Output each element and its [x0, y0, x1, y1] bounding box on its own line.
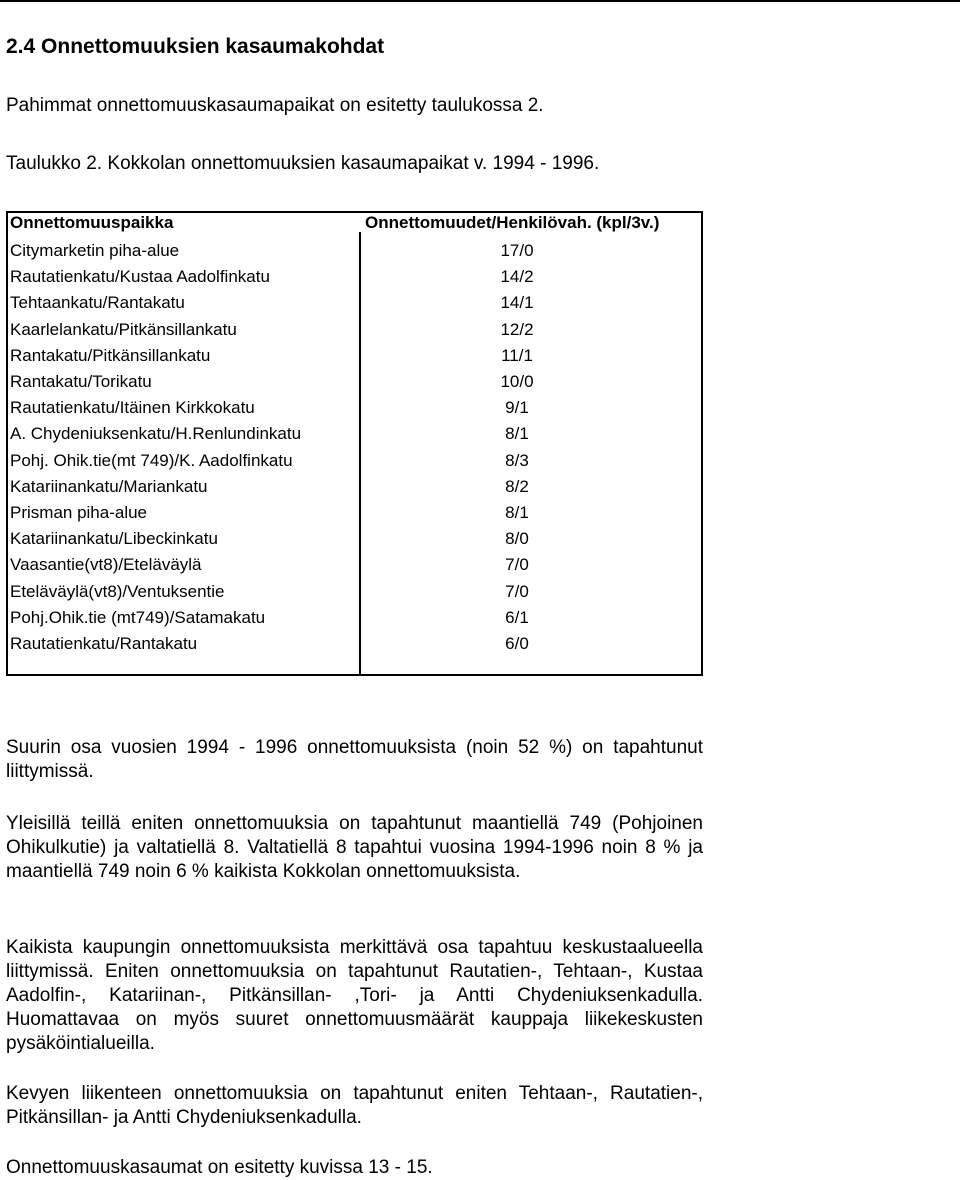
table-row	[8, 424, 703, 451]
table-cell-place: Rantakatu/Pitkänsillankatu	[10, 345, 211, 365]
table-cell-place: Rantakatu/Torikatu	[10, 372, 152, 391]
table-cell-place: Eteläväylä(vt8)/Ventuksentie	[10, 581, 225, 601]
table-row	[8, 608, 703, 635]
table-row	[8, 320, 703, 347]
table-cell-place: Rautatienkatu/Kustaa Aadolfinkatu	[10, 267, 270, 287]
table-cell-value: 7/0	[505, 581, 529, 601]
table-cell-place: Rautatienkatu/Rantakatu	[10, 634, 198, 653]
table-cell-value: 14/2	[500, 267, 534, 287]
table-cell-place: Katariinankatu/Libeckinkatu	[10, 529, 218, 549]
table-cell-value: 14/1	[500, 293, 534, 313]
table-row	[8, 477, 703, 504]
table-caption: Taulukko 2. Kokkolan onnettomuuksien kasaumapaikat v. 1994 - 1996.	[6, 153, 600, 174]
table-cell-value: 17/0	[500, 241, 534, 260]
table-cell-value: 7/0	[505, 555, 529, 575]
table-cell-value: 12/2	[500, 319, 534, 339]
table-header-place: Onnettomuuspaikka	[10, 213, 174, 232]
paragraph-highways: Yleisillä teillä eniten onnettomuuksia on tapahtunut maantiellä 749 (Pohjoinen Ohikulkutie) ja valtatiellä 8. Valtatiellä 8 tapahtui vuosina 1994-1996 noin 8 % ja maantiellä 749 noin 6 % kaikista Kokkolan onnettomuuksista.	[6, 813, 703, 882]
table-cell-place: Pohj.Ohik.tie (mt749)/Satamakatu	[10, 607, 266, 627]
table-cell-place: Katariinankatu/Mariankatu	[10, 476, 208, 496]
table-row	[8, 372, 703, 399]
table-row	[8, 241, 703, 268]
table-cell-value: 8/3	[505, 450, 529, 470]
section-heading: 2.4 Onnettomuuksien kasaumakohdat	[6, 35, 385, 58]
table-cell-place: A. Chydeniuksenkatu/H.Renlundinkatu	[10, 424, 302, 444]
paragraph-figures-reference: Onnettomuuskasaumat on esitetty kuvissa 13 - 15.	[6, 1157, 433, 1178]
intro-text: Pahimmat onnettomuuskasaumapaikat on esitetty taulukossa 2.	[6, 95, 544, 116]
table-cell-value: 8/1	[505, 424, 529, 444]
table-cell-place: Kaarlelankatu/Pitkänsillankatu	[10, 319, 237, 339]
table-header-value: Onnettomuudet/Henkilövah. (kpl/3v.)	[365, 213, 660, 232]
table-row	[8, 529, 703, 556]
table-cell-value: 6/1	[505, 607, 529, 627]
paragraph-city-centre: Kaikista kaupungin onnettomuuksista merkittävä osa tapahtuu keskustaalueella liittymissä. Eniten onnettomuuksia on tapahtunut Rautatien-, Tehtaan-, Kustaa Aadolfin-, Katariinan-, Pitkänsillan- ,Tori- ja Antti Chydeniuksenkadulla. Huomattavaa on myös suuret onnettomuusmäärät kauppaja liikekeskusten pysäköintialueilla.	[6, 937, 703, 1054]
paragraph-light-traffic: Kevyen liikenteen onnettomuuksia on tapahtunut eniten Tehtaan-, Rautatien-, Pitkänsillan- ja Antti Chydeniuksenkadulla.	[6, 1083, 703, 1128]
page-top-rule	[0, 0, 960, 2]
table-row	[8, 293, 703, 320]
table-cell-value: 8/2	[505, 476, 529, 496]
table-row	[8, 503, 703, 530]
table-row	[8, 582, 703, 609]
table-cell-place: Pohj. Ohik.tie(mt 749)/K. Aadolfinkatu	[10, 450, 293, 470]
table-cell-value: 10/0	[500, 372, 534, 391]
table-cell-value: 8/0	[505, 529, 529, 549]
table-cell-value: 11/1	[501, 345, 533, 365]
table-cell-value: 6/0	[505, 634, 529, 653]
table-row	[8, 451, 703, 478]
paragraph-intersections: Suurin osa vuosien 1994 - 1996 onnettomuuksista (noin 52 %) on tapahtunut liittymissä.	[6, 737, 703, 782]
table-row	[8, 346, 703, 373]
table-cell-place: Citymarketin piha-alue	[10, 241, 180, 260]
table-row	[8, 398, 703, 425]
table-row	[8, 634, 703, 661]
table-row	[8, 267, 703, 294]
table-cell-value: 9/1	[505, 398, 529, 418]
table-row	[8, 555, 703, 582]
table-cell-place: Rautatienkatu/Itäinen Kirkkokatu	[10, 398, 255, 418]
table-cell-place: Tehtaankatu/Rantakatu	[10, 293, 185, 313]
table-cell-place: Prisman piha-alue	[10, 503, 148, 522]
table-cell-value: 8/1	[505, 503, 529, 522]
table-cell-place: Vaasantie(vt8)/Eteläväylä	[10, 555, 202, 575]
